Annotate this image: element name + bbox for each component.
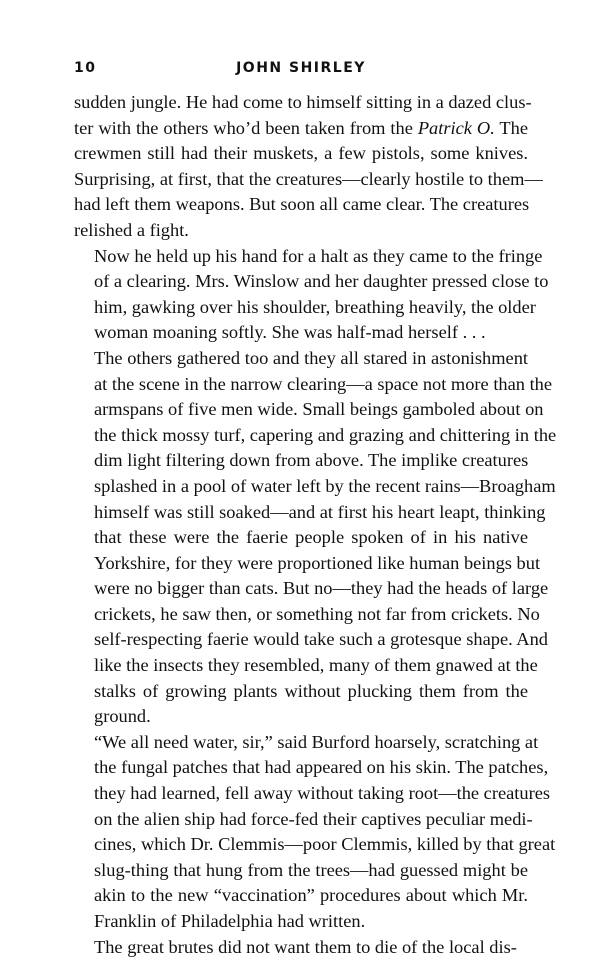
text-segment: The <box>494 117 529 138</box>
text-line: woman moaning softly. She was half-mad herself . . . <box>94 322 486 343</box>
text-line <box>74 116 528 142</box>
text-line: had left them weapons. But soon all came clear. The creatures <box>74 194 530 215</box>
paragraph-2 <box>74 244 549 346</box>
paragraph-1 <box>74 90 543 244</box>
text-line: Yorkshire, for they were proportioned like human beings but <box>94 552 541 573</box>
text-line: crickets, he saw then, or something not far from crickets. No <box>94 603 540 624</box>
text-line: ground. <box>94 706 151 727</box>
ship-name: Patrick O. <box>417 117 495 138</box>
text-line: of a clearing. Mrs. Winslow and her daughter pressed close to <box>94 271 549 292</box>
text-line: the thick mossy turf, capering and grazing and chittering in the <box>94 424 557 445</box>
text-line: akin to the new “vaccination” procedures about which Mr. <box>94 885 528 906</box>
text-line: were no bigger than cats. But no—they had the heads of large <box>94 578 549 599</box>
body-text <box>74 90 557 960</box>
page-number: 10 <box>74 60 97 76</box>
text-line: splashed in a pool of water left by the recent rains—Broagham <box>94 475 556 496</box>
text-line: relished a fight. <box>74 219 189 240</box>
text-line: Franklin of Philadelphia had written. <box>94 911 366 931</box>
text-line: stalks of growing plants without plucking them from the <box>94 680 528 701</box>
running-head <box>74 60 528 84</box>
text-line: Surprising, at first, that the creatures—clearly hostile to them— <box>74 168 543 189</box>
text-line: on the alien ship had force-fed their captives peculiar medi- <box>94 808 533 829</box>
paragraph-3 <box>74 346 557 730</box>
text-line: like the insects they resembled, many of them gnawed at the <box>94 655 538 676</box>
text-line: at the scene in the narrow clearing—a space not more than the <box>94 373 553 394</box>
text-line: “We all need water, sir,” said Burford hoarsely, scratching at <box>94 731 539 752</box>
text-line: Now he held up his hand for a halt as they came to the fringe <box>94 245 543 266</box>
text-line: crewmen still had their muskets, a few pistols, some knives. <box>74 143 528 164</box>
text-line: himself was still soaked—and at first his heart leapt, thinking <box>94 501 546 522</box>
text-segment: ter with the others who’d been taken from the <box>74 117 418 138</box>
text-line: dim light filtering down from above. The implike creatures <box>94 450 529 471</box>
text-line: sudden jungle. He had come to himself sitting in a dazed clus- <box>74 92 532 112</box>
text-line: they had learned, fell away without taking root—the creatures <box>94 783 551 804</box>
text-line: The great brutes did not want them to die of the local dis- <box>94 936 517 957</box>
paragraph-4 <box>74 730 556 935</box>
text-line: the fungal patches that had appeared on his skin. The patches, <box>94 757 549 778</box>
running-head-author: JOHN SHIRLEY <box>236 60 366 76</box>
text-line: self-respecting faerie would take such a grotesque shape. And <box>94 629 548 650</box>
text-line: slug-thing that hung from the trees—had guessed might be <box>94 859 528 880</box>
text-line: armspans of five men wide. Small beings gamboled about on <box>94 399 544 420</box>
text-line: The others gathered too and they all stared in astonishment <box>94 347 528 368</box>
text-line: cines, which Dr. Clemmis—poor Clemmis, killed by that great <box>94 834 556 855</box>
text-line: him, gawking over his shoulder, breathing heavily, the older <box>94 296 536 317</box>
paragraph-5 <box>74 935 528 961</box>
text-line: that these were the faerie people spoken of in his native <box>94 527 528 548</box>
